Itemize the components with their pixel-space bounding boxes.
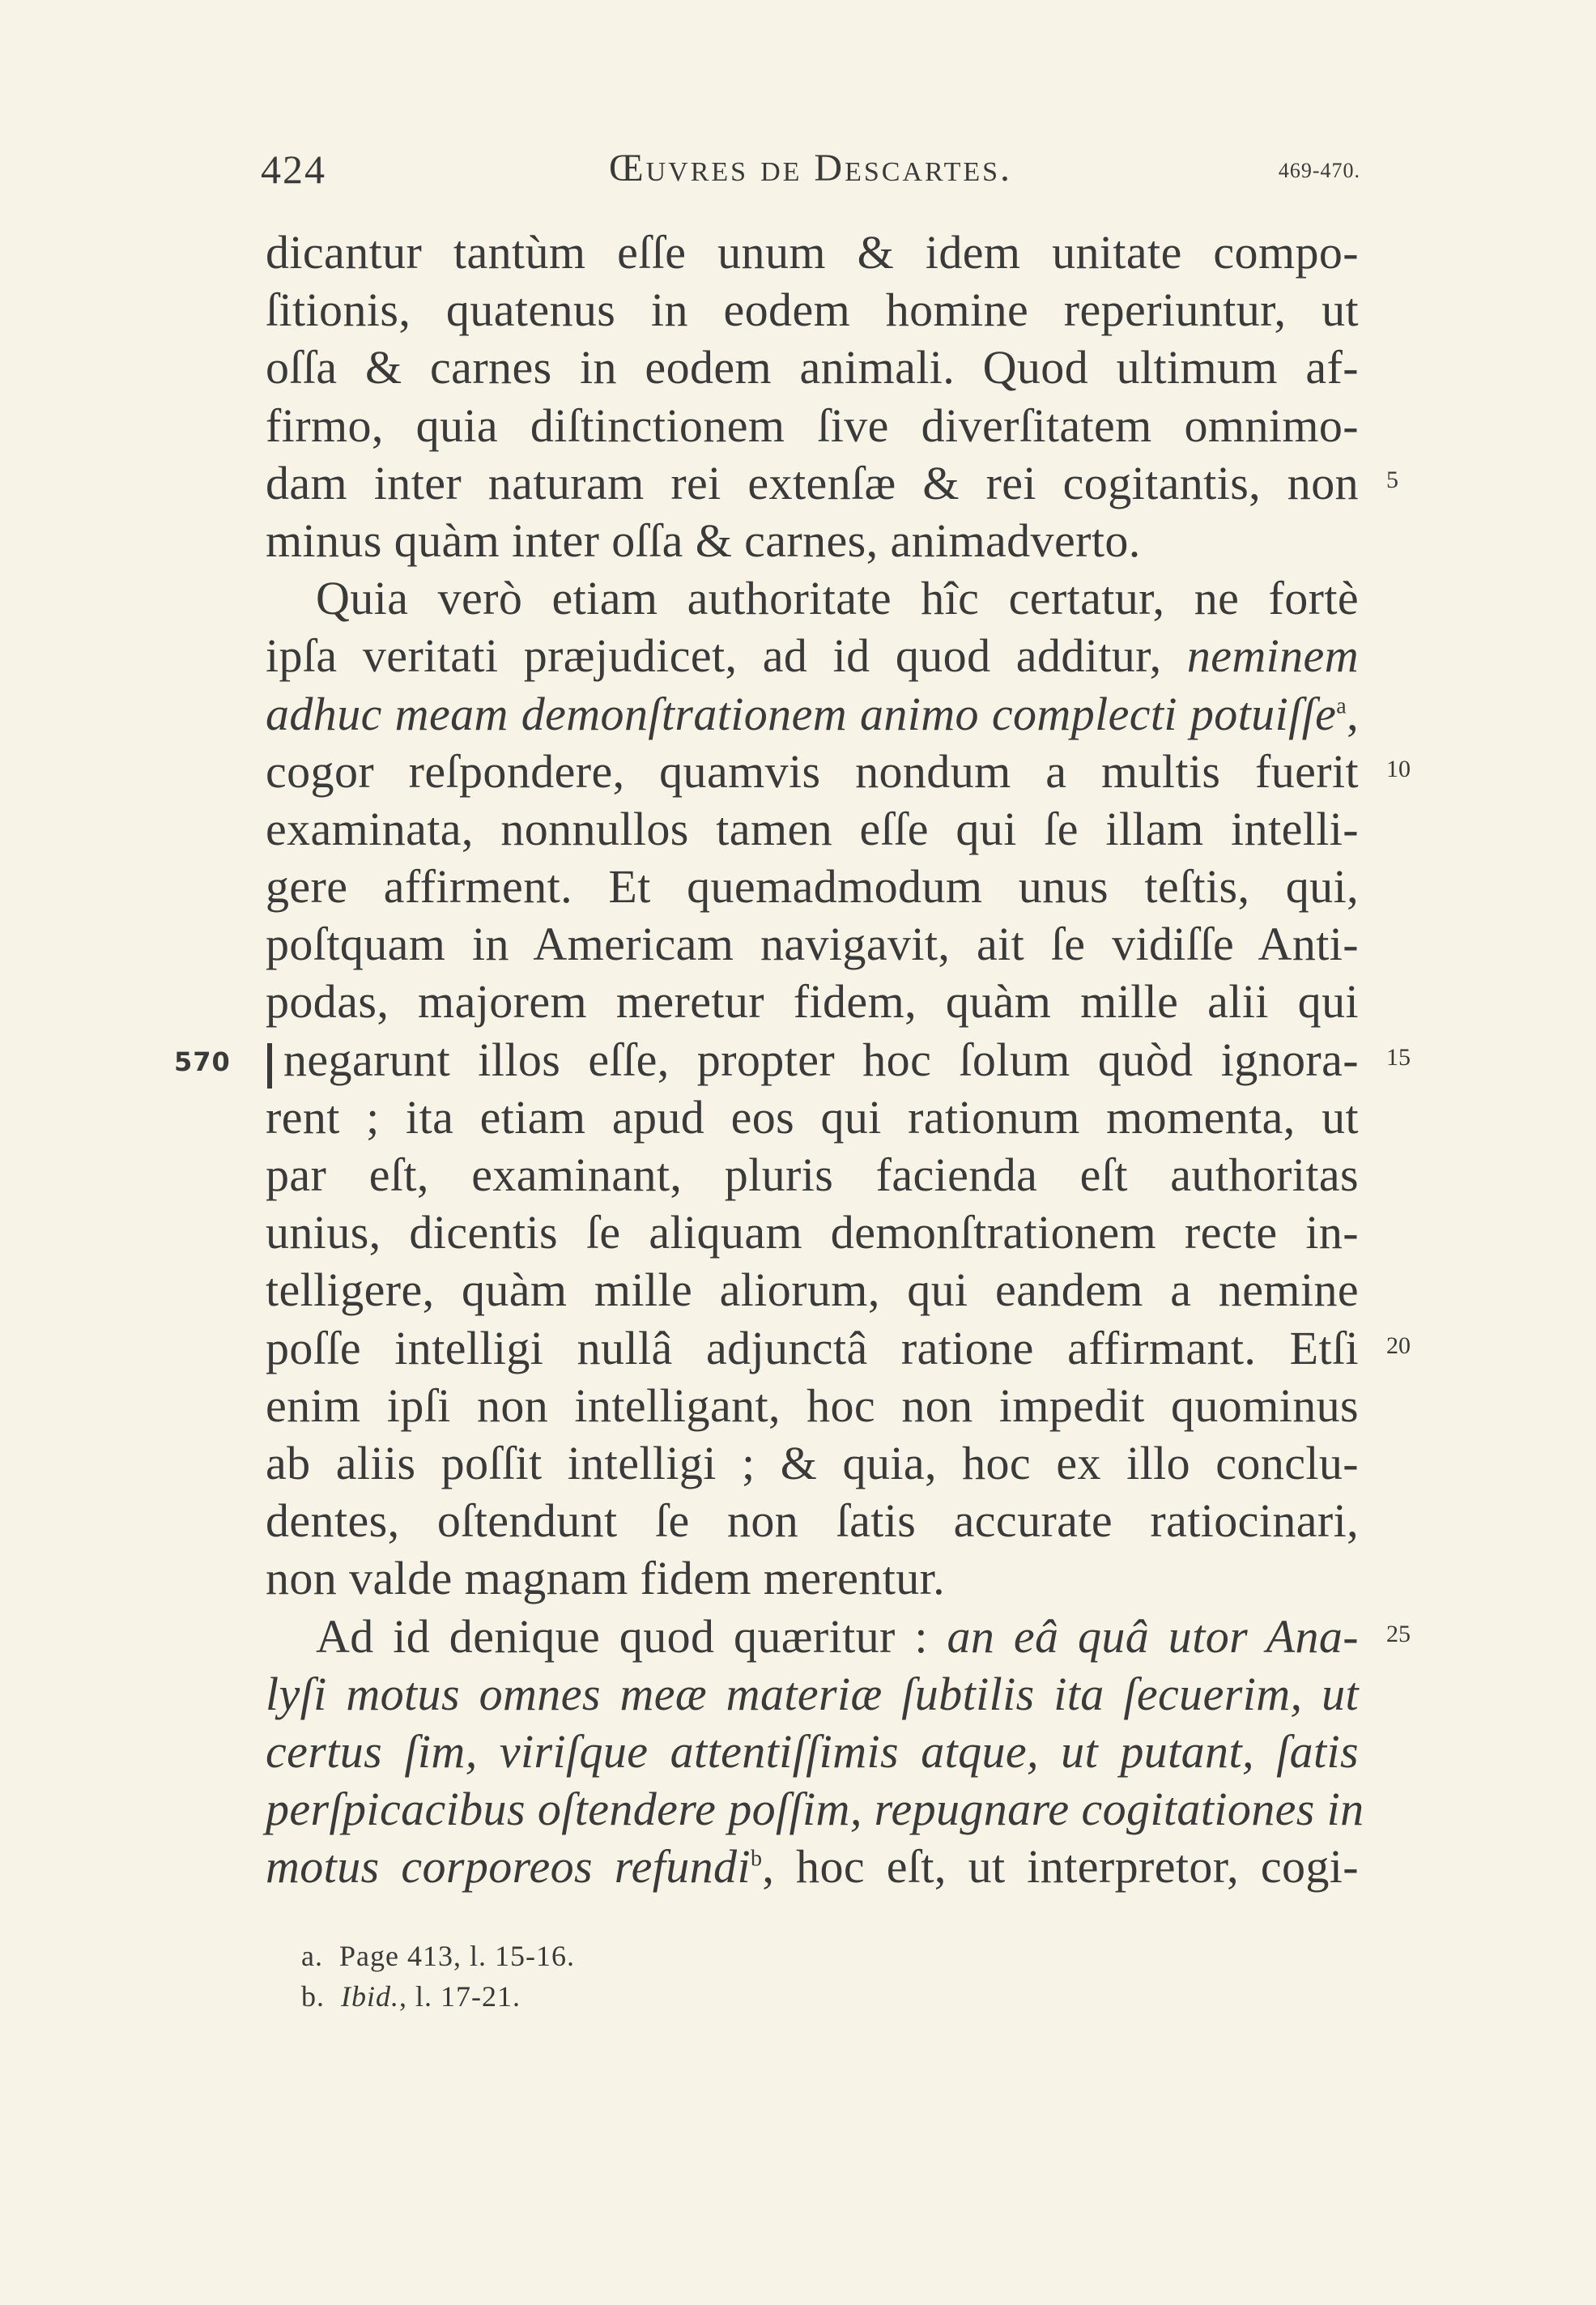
text-line: ipſa veritati præjudicet, ad id quod additur, neminem xyxy=(266,629,1359,683)
text-line: lyſi motus omnes meæ materiæ ſubtilis ita ſecuerim, ut xyxy=(266,1667,1359,1720)
text-line: rent ; ita etiam apud eos qui rationum momenta, ut xyxy=(266,1090,1359,1144)
text-line: examinata, nonnullos tamen eſſe qui ſe illam intelli- xyxy=(266,802,1359,855)
text-line: unius, dicentis ſe aliquam demonſtrationem recte in- xyxy=(266,1206,1359,1259)
text-line: Ad id denique quod quæritur : an eâ quâ utor Ana- xyxy=(316,1609,1359,1663)
running-title: Œuvres de Descartes. xyxy=(608,147,1013,190)
page-header xyxy=(261,146,1360,202)
page-number: 424 xyxy=(261,147,326,192)
footnote-ref-b: b xyxy=(750,1846,763,1872)
footnote-a: a. Page 413, l. 15-16. xyxy=(301,1940,575,1972)
text-line: minus quàm inter oſſa & carnes, animadverto. xyxy=(266,513,1141,567)
text-line: dicantur tantùm eſſe unum & idem unitate compo- xyxy=(266,226,1359,279)
original-page-marker: 570 xyxy=(174,1046,231,1077)
text-line: podas, majorem meretur fidem, quàm mille alii qui xyxy=(266,975,1359,1029)
text-line: motus corporeos refundi$^b$, hoc eſt, ut interpretor, cogi- xyxy=(266,1840,1359,1894)
text-line: oſſa & carnes in eodem animali. Quod ultimum af- xyxy=(266,341,1359,394)
text-line: poſtquam in Americam navigavit, ait ſe vidiſſe Anti- xyxy=(266,918,1359,971)
footnote-ref-a: a xyxy=(1336,693,1347,719)
text-line: ab aliis poſſit intelligi ; & quia, hoc ex illo conclu- xyxy=(266,1436,1359,1489)
text-line: negarunt illos eſſe, propter hoc ſolum quòd ignora- xyxy=(283,1033,1359,1086)
text-line: Quia verò etiam authoritate hîc certatur, ne fortè xyxy=(316,572,1359,625)
text-line: par eſt, examinant, pluris facienda eſt authoritas xyxy=(266,1148,1359,1201)
line-number-20: 20 xyxy=(1386,1332,1411,1359)
text-line: non valde magnam fidem merentur. xyxy=(266,1552,946,1605)
text-line: cogor reſpondere, quamvis nondum a multis fuerit xyxy=(266,744,1359,798)
body-text xyxy=(266,224,1364,1895)
text-line: telligere, quàm mille aliorum, qui eandem a nemine xyxy=(266,1263,1359,1317)
line-number-15: 15 xyxy=(1386,1044,1411,1071)
text-line: enim ipſi non intelligant, hoc non impedit quominus xyxy=(266,1378,1359,1432)
text-line: gere affirment. Et quemadmodum unus teſtis, qui, xyxy=(266,860,1359,914)
line-number-5: 5 xyxy=(1386,467,1398,493)
line-number-25: 25 xyxy=(1386,1621,1411,1647)
footnote-b: b. Ibid., l. 17-21. xyxy=(301,1980,521,2013)
text-line: adhuc meam demonſtrationem animo complecti potuiſſe$^a$, xyxy=(266,687,1359,740)
text-line: perſpicacibus oſtendere poſſim, repugnare cogitationes in xyxy=(266,1783,1364,1836)
text-line: dam inter naturam rei extenſæ & rei cogitantis, non xyxy=(266,456,1359,509)
footnotes xyxy=(301,1936,575,2017)
page-range: 469-470. xyxy=(1278,159,1360,182)
text-line: firmo, quia diſtinctionem ſive diverſitatem omnimo- xyxy=(266,398,1359,452)
text-line: dentes, oſtendunt ſe non ſatis accurate ratiocinari, xyxy=(266,1494,1359,1548)
text-line: certus ſim, viriſque attentiſſimis atque, ut putant, ſatis xyxy=(266,1724,1359,1778)
line-number-10: 10 xyxy=(1386,756,1411,782)
text-line: ſitionis, quatenus in eodem homine reperiuntur, ut xyxy=(266,283,1359,337)
text-line: poſſe intelligi nullâ adjunctâ ratione affirmant. Etſi xyxy=(266,1321,1359,1374)
page-break-bar xyxy=(267,1043,272,1089)
